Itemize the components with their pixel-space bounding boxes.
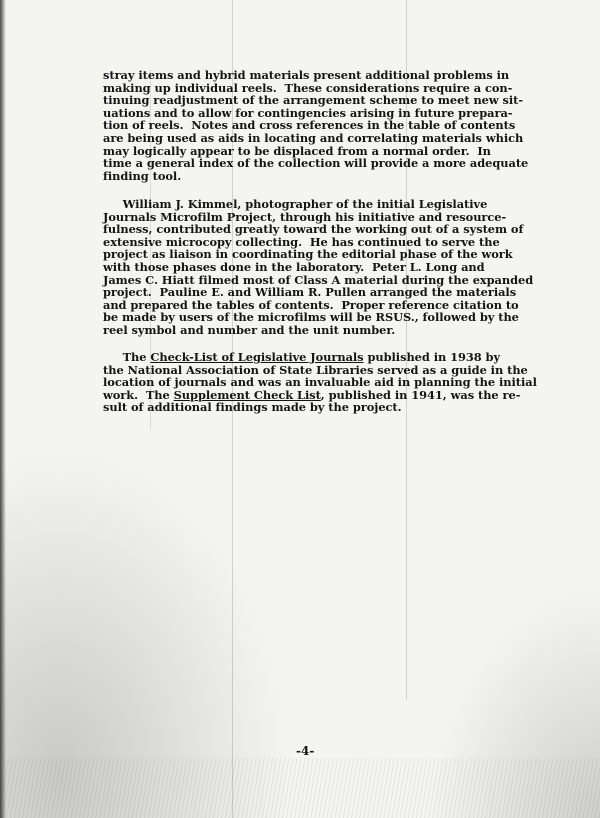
paragraph-arrangement — [103, 69, 533, 182]
text-line: fulness, contributed greatly toward the working out of a system of — [103, 222, 524, 237]
text-line: project as liaison in coordinating the editorial phase of the work — [103, 247, 513, 262]
underlined-title: Check-List of Legislative Journals — [150, 350, 364, 364]
text-line: reel symbol and number and the unit number. — [103, 322, 396, 337]
text-line: and prepared the tables of contents. Proper reference citation to — [103, 297, 519, 312]
text-fragment: The — [103, 350, 151, 364]
text-line: with those phases done in the laboratory. Peter L. Long and — [103, 259, 485, 274]
text-line: are being used as aids in locating and correlating materials which — [103, 130, 524, 145]
page-number: -4- — [296, 744, 315, 758]
text-line: project. Pauline E. and William R. Pullen arranged the materials — [103, 285, 517, 300]
scan-edge-shadow — [0, 0, 6, 818]
text-fragment: , published in 1941, was the re- — [320, 387, 521, 402]
text-line — [103, 351, 533, 364]
text-line: stray items and hybrid materials present additional problems in — [103, 68, 510, 82]
text-line: making up individual reels. These considerations require a con- — [103, 80, 513, 95]
text-line: location of journals and was an invaluable aid in planning the initial — [103, 375, 537, 390]
text-line: extensive microcopy collecting. He has continued to serve the — [103, 234, 500, 249]
text-line: be made by users of the microfilms will be RSUS., followed by the — [103, 310, 519, 325]
text-line: the National Association of State Libraries served as a guide in the — [103, 362, 528, 377]
text-line: uations and to allow for contingencies arising in future prepara- — [103, 105, 513, 120]
text-line: tinuing readjustment of the arrangement scheme to meet new sit- — [103, 93, 524, 108]
text-fragment: work. The — [103, 387, 174, 402]
paragraph-check-list — [103, 350, 537, 415]
text-line: may logically appear to be displaced from a normal order. In — [103, 143, 491, 158]
underlined-title: Supplement Check List — [173, 387, 321, 402]
text-line: Journals Microfilm Project, through his initiative and resource- — [103, 209, 507, 224]
text-line: William J. Kimmel, photographer of the initial Legislative — [103, 197, 488, 211]
text-line: time a general index of the collection will provide a more adequate — [103, 156, 529, 171]
scan-noise — [0, 758, 600, 818]
text-line: tion of reels. Notes and cross references in the table of contents — [103, 118, 516, 133]
paragraph-acknowledgements — [103, 198, 533, 337]
text-fragment: published in 1938 by — [363, 350, 501, 364]
text-line: James C. Hiatt filmed most of Class A material during the expanded — [103, 272, 534, 287]
text-line: finding tool. — [103, 168, 182, 183]
text-line: sult of additional findings made by the project. — [103, 400, 402, 415]
